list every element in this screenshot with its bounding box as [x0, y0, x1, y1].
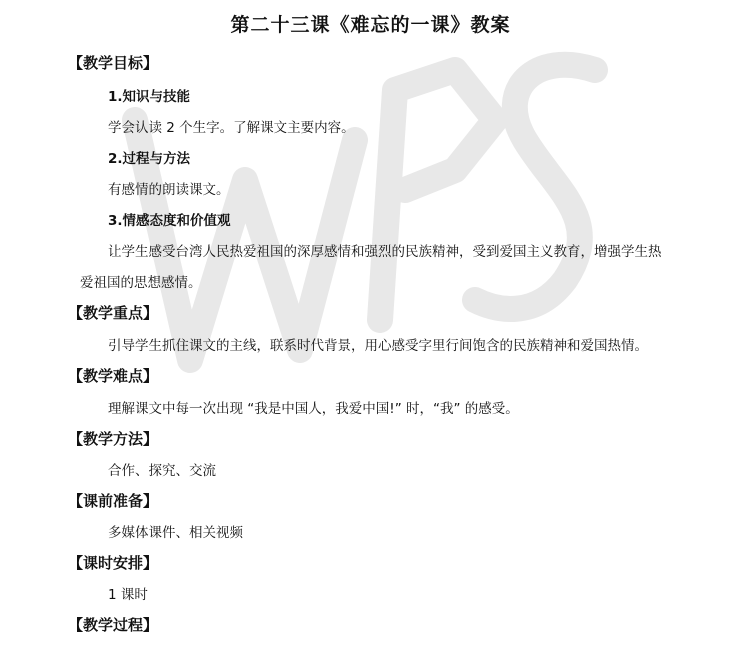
- difficulties-heading: 【教学难点】: [68, 367, 159, 385]
- methods-text: 合作、探究、交流: [108, 463, 216, 479]
- process-method-text: 有感情的朗读课文。: [108, 182, 230, 198]
- emotion-values-text-line1: 让学生感受台湾人民热爱祖国的深厚感情和强烈的民族精神，受到爱国主义教育，增强学生热: [108, 244, 662, 260]
- preparation-heading: 【课前准备】: [68, 492, 159, 510]
- key-points-heading: 【教学重点】: [68, 304, 159, 322]
- teaching-process-heading: 【教学过程】: [68, 616, 159, 634]
- process-method-heading: 2.过程与方法: [108, 151, 191, 167]
- goals-heading: 【教学目标】: [68, 54, 159, 72]
- document-title: 第二十三课《难忘的一课》教案: [230, 14, 511, 36]
- knowledge-skills-text: 学会认读 2 个生字。了解课文主要内容。: [108, 120, 355, 136]
- difficulties-text: 理解课文中每一次出现 “我是中国人，我爱中国!” 时，“我” 的感受。: [108, 401, 519, 417]
- methods-heading: 【教学方法】: [68, 430, 159, 448]
- preparation-text: 多媒体课件、相关视频: [108, 525, 243, 541]
- emotion-values-text-line2: 爱祖国的思想感情。: [80, 275, 202, 291]
- schedule-heading: 【课时安排】: [68, 554, 159, 572]
- emotion-values-heading: 3.情感态度和价值观: [108, 213, 231, 229]
- knowledge-skills-heading: 1.知识与技能: [108, 89, 191, 105]
- key-points-text: 引导学生抓住课文的主线，联系时代背景，用心感受字里行间饱含的民族精神和爱国热情。: [108, 338, 648, 354]
- schedule-text: 1 课时: [108, 587, 148, 603]
